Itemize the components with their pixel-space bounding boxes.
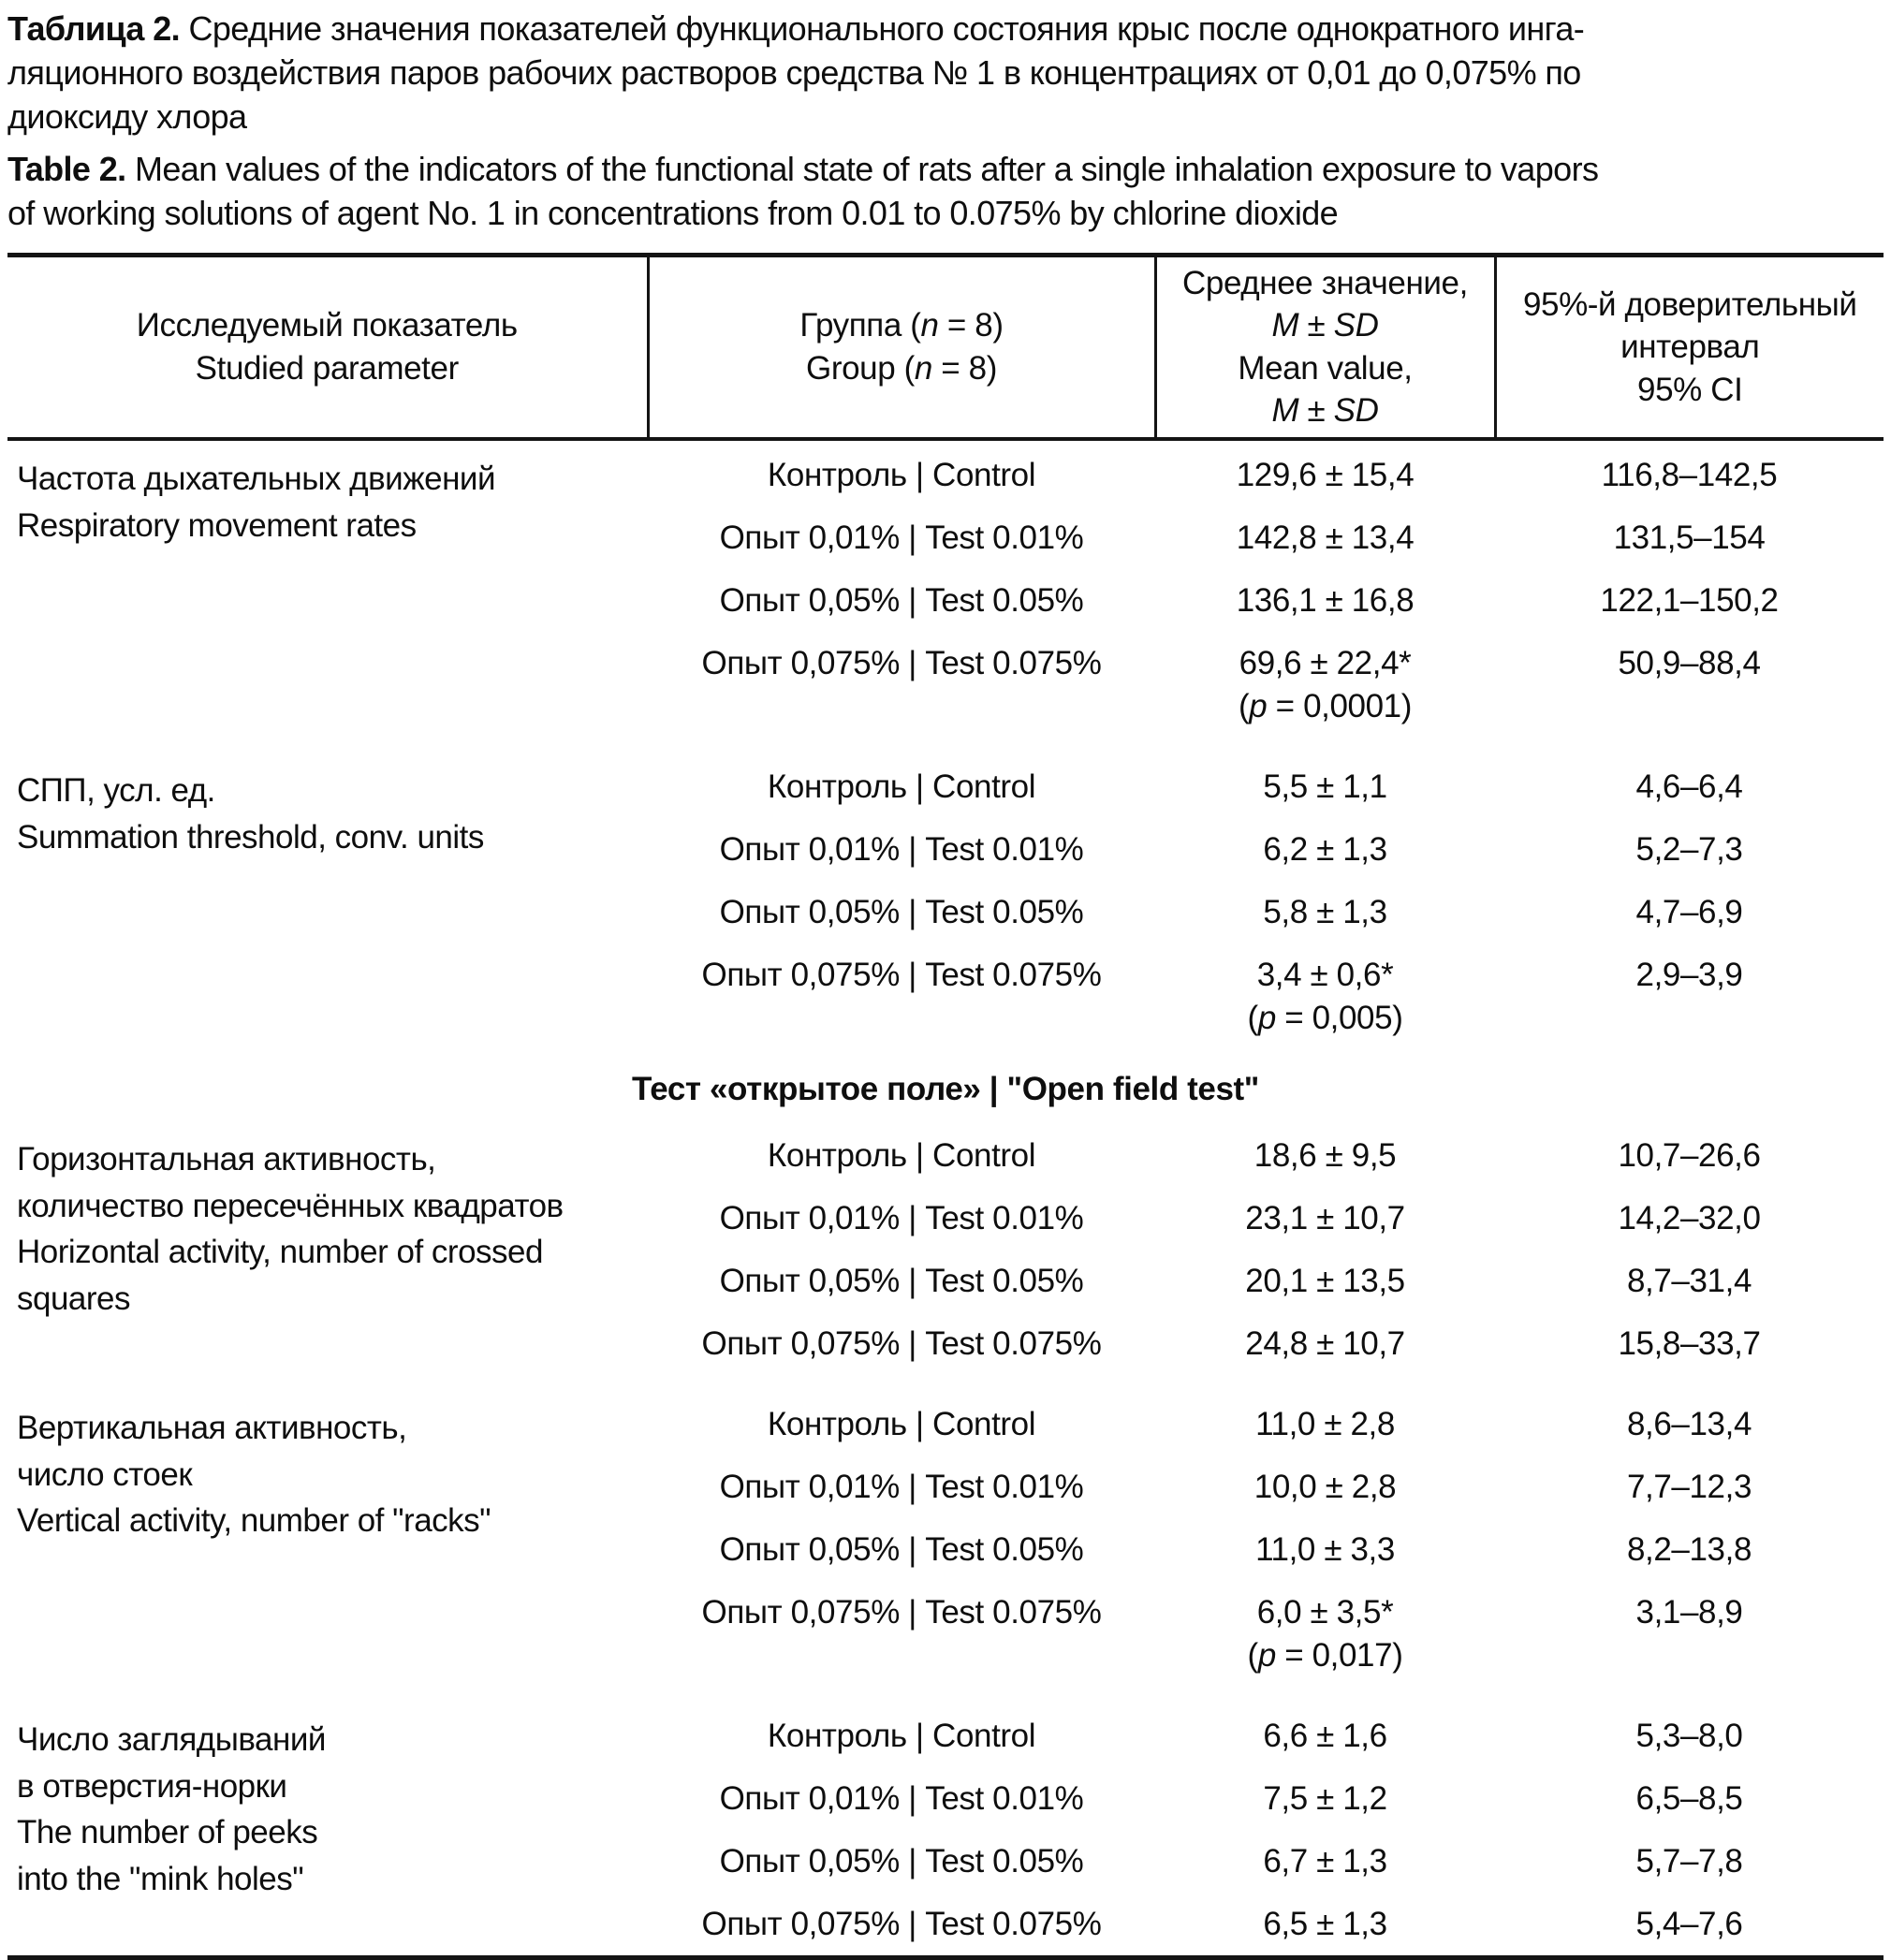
group-cell: Опыт 0,01% | Test 0.01% bbox=[719, 830, 1084, 868]
caption-ru-line-2: ляционного воздействия паров рабочих растворов средства № 1 в концентрациях от 0,01 до 0,075% по bbox=[7, 52, 1581, 92]
table-header-row bbox=[7, 255, 1884, 439]
ci-cell: 5,2–7,3 bbox=[1635, 830, 1743, 868]
param-line: Respiratory movement rates bbox=[17, 506, 417, 544]
ci-cell: 14,2–32,0 bbox=[1618, 1199, 1761, 1236]
results-table bbox=[7, 253, 1884, 1960]
section-header-row bbox=[7, 1049, 1884, 1124]
param-line: в отверстия-норки bbox=[17, 1767, 287, 1805]
group-cell: Опыт 0,075% | Test 0.075% bbox=[701, 956, 1102, 993]
ci-cell: 5,4–7,6 bbox=[1635, 1905, 1743, 1942]
mean-value: 69,6 ± 22,4* bbox=[1239, 644, 1412, 681]
header-group-ru bbox=[655, 304, 1149, 347]
group-cell: Контроль | Control bbox=[767, 768, 1036, 805]
header-group-ru-prefix: Группа ( bbox=[799, 307, 921, 344]
group-cell: Опыт 0,05% | Test 0.05% bbox=[719, 893, 1084, 930]
ci-cell: 122,1–150,2 bbox=[1600, 581, 1779, 619]
caption-en-line-2: of working solutions of agent No. 1 in concentrations from 0.01 to 0.075% by chlorine dioxide bbox=[7, 194, 1339, 233]
table-row bbox=[7, 1124, 1884, 1187]
p-symbol: p bbox=[1257, 1636, 1276, 1674]
ci-cell: 10,7–26,6 bbox=[1618, 1136, 1761, 1174]
param-line: Horizontal activity, number of crossed bbox=[17, 1234, 543, 1271]
param-line: СПП, усл. ед. bbox=[17, 771, 215, 809]
equals: = bbox=[1267, 687, 1304, 724]
ci-cell: 15,8–33,7 bbox=[1618, 1324, 1761, 1362]
group-cell: Контроль | Control bbox=[767, 1136, 1036, 1174]
ci-cell: 5,7–7,8 bbox=[1635, 1842, 1743, 1880]
table-row bbox=[7, 1375, 1884, 1455]
header-group-en-suffix: = 8) bbox=[931, 349, 997, 387]
param-line: Summation threshold, conv. units bbox=[17, 818, 484, 856]
mean-cell: 5,8 ± 1,3 bbox=[1263, 893, 1387, 930]
group-cell: Контроль | Control bbox=[767, 1717, 1036, 1754]
group-cell: Опыт 0,075% | Test 0.075% bbox=[701, 1324, 1102, 1362]
group-cell: Опыт 0,01% | Test 0.01% bbox=[719, 519, 1084, 556]
param-line: Число заглядываний bbox=[17, 1720, 326, 1758]
caption-ru-line-1 bbox=[7, 7, 1884, 51]
caption-en-label: Table 2. bbox=[7, 150, 126, 189]
mean-cell: 24,8 ± 10,7 bbox=[1245, 1324, 1405, 1362]
param-line: Горизонтальная активность, bbox=[17, 1140, 436, 1177]
header-ci-en: 95% CI bbox=[1637, 371, 1743, 408]
table-row bbox=[7, 439, 1884, 506]
group-cell: Опыт 0,05% | Test 0.05% bbox=[719, 581, 1084, 619]
header-studied-parameter bbox=[7, 255, 648, 439]
header-ci-ru-line-1: 95%-й доверительный bbox=[1522, 285, 1857, 323]
paren: ( bbox=[1247, 999, 1258, 1036]
group-cell: Опыт 0,075% | Test 0.075% bbox=[701, 644, 1102, 681]
param-cell-peeks bbox=[7, 1687, 648, 1958]
param-line: squares bbox=[17, 1280, 131, 1318]
p-symbol: p bbox=[1257, 999, 1276, 1036]
paren: ( bbox=[1247, 1636, 1258, 1674]
mean-cell: 6,5 ± 1,3 bbox=[1263, 1905, 1387, 1942]
table-header bbox=[7, 255, 1884, 439]
header-group-n-symbol: n bbox=[914, 349, 932, 387]
ci-cell: 8,7–31,4 bbox=[1626, 1262, 1752, 1299]
mean-cell: 6,7 ± 1,3 bbox=[1263, 1842, 1387, 1880]
caption-ru-text-1: Средние значения показателей функционального состояния крыс после однократного инга- bbox=[180, 9, 1585, 48]
group-cell: Опыт 0,075% | Test 0.075% bbox=[701, 1905, 1102, 1942]
param-cell-vertical-activity bbox=[7, 1375, 648, 1687]
table-caption-en bbox=[7, 148, 1884, 236]
mean-cell: 6,2 ± 1,3 bbox=[1263, 830, 1387, 868]
p-value: 0,005 bbox=[1312, 999, 1393, 1036]
param-cell-summation-threshold bbox=[7, 738, 648, 1049]
param-line: количество пересечённых квадратов bbox=[17, 1187, 564, 1224]
param-cell-respiratory bbox=[7, 439, 648, 738]
param-line: The number of peeks bbox=[17, 1814, 318, 1851]
header-studied-parameter-en: Studied parameter bbox=[195, 349, 459, 387]
header-studied-parameter-ru: Исследуемый показатель bbox=[136, 307, 518, 344]
param-line: Вертикальная активность, bbox=[17, 1409, 407, 1446]
p-value: 0,0001 bbox=[1303, 687, 1401, 724]
ci-cell: 4,6–6,4 bbox=[1635, 768, 1743, 805]
header-ci-ru-line-2: интервал bbox=[1620, 329, 1760, 366]
p-value-line bbox=[1159, 687, 1491, 726]
mean-cell: 7,5 ± 1,2 bbox=[1263, 1779, 1387, 1817]
mean-cell: 5,5 ± 1,1 bbox=[1263, 768, 1387, 805]
group-cell: Опыт 0,075% | Test 0.075% bbox=[701, 1593, 1102, 1631]
mean-cell: 11,0 ± 3,3 bbox=[1255, 1530, 1395, 1568]
ci-cell: 8,2–13,8 bbox=[1626, 1530, 1752, 1568]
table-row bbox=[7, 738, 1884, 818]
mean-cell bbox=[1155, 1581, 1495, 1687]
paren: ) bbox=[1392, 999, 1403, 1036]
ci-cell: 50,9–88,4 bbox=[1618, 644, 1761, 681]
header-group-ru-suffix: = 8) bbox=[938, 307, 1004, 344]
caption-ru-line-3: диоксиду хлора bbox=[7, 96, 247, 136]
caption-en-line-1 bbox=[7, 148, 1884, 192]
ci-cell: 8,6–13,4 bbox=[1626, 1405, 1752, 1442]
mean-value: 3,4 ± 0,6* bbox=[1256, 956, 1394, 993]
caption-en-text-1: Mean values of the indicators of the functional state of rats after a single inhalation exposure to vapors bbox=[125, 150, 1599, 189]
param-cell-horizontal-activity bbox=[7, 1124, 648, 1375]
group-cell: Контроль | Control bbox=[767, 456, 1036, 493]
mean-cell: 23,1 ± 10,7 bbox=[1245, 1199, 1405, 1236]
group-cell: Опыт 0,01% | Test 0.01% bbox=[719, 1199, 1084, 1236]
group-cell: Опыт 0,05% | Test 0.05% bbox=[719, 1530, 1084, 1568]
equals: = bbox=[1275, 999, 1312, 1036]
header-group bbox=[648, 255, 1155, 439]
group-cell: Опыт 0,05% | Test 0.05% bbox=[719, 1262, 1084, 1299]
header-group-en bbox=[655, 347, 1149, 390]
header-confidence-interval bbox=[1495, 255, 1884, 439]
header-mean-value-ru: Среднее значение, bbox=[1182, 264, 1468, 301]
mean-cell bbox=[1155, 943, 1495, 1049]
paren: ( bbox=[1239, 687, 1250, 724]
param-line: Vertical activity, number of "racks" bbox=[17, 1502, 491, 1540]
mean-cell: 6,6 ± 1,6 bbox=[1263, 1717, 1387, 1754]
section-header-open-field-test: Тест «открытое поле» | "Open field test" bbox=[632, 1070, 1259, 1107]
ci-cell: 3,1–8,9 bbox=[1635, 1593, 1743, 1631]
ci-cell: 2,9–3,9 bbox=[1635, 956, 1743, 993]
group-cell: Опыт 0,05% | Test 0.05% bbox=[719, 1842, 1084, 1880]
equals: = bbox=[1275, 1636, 1312, 1674]
paren: ) bbox=[1392, 1636, 1403, 1674]
mean-cell: 129,6 ± 15,4 bbox=[1236, 456, 1415, 493]
param-line: число стоек bbox=[17, 1455, 193, 1493]
caption-ru-label: Таблица 2. bbox=[7, 9, 181, 48]
header-msd-symbol: M ± SD bbox=[1271, 307, 1379, 344]
header-group-n-symbol: n bbox=[920, 307, 939, 344]
table-row bbox=[7, 1687, 1884, 1767]
group-cell: Опыт 0,01% | Test 0.01% bbox=[719, 1779, 1084, 1817]
paren: ) bbox=[1400, 687, 1412, 724]
header-mean-value-en: Mean value, bbox=[1238, 349, 1413, 387]
mean-cell: 18,6 ± 9,5 bbox=[1253, 1136, 1397, 1174]
mean-cell: 10,0 ± 2,8 bbox=[1253, 1468, 1397, 1505]
mean-cell: 20,1 ± 13,5 bbox=[1245, 1262, 1405, 1299]
param-line: Частота дыхательных движений bbox=[17, 460, 496, 497]
mean-cell bbox=[1155, 632, 1495, 738]
ci-cell: 6,5–8,5 bbox=[1635, 1779, 1743, 1817]
mean-value: 6,0 ± 3,5* bbox=[1256, 1593, 1394, 1631]
p-value-line bbox=[1159, 1636, 1491, 1675]
table-caption-ru bbox=[7, 7, 1884, 139]
p-value-line bbox=[1159, 999, 1491, 1038]
table-body bbox=[7, 439, 1884, 1958]
header-mean-value bbox=[1155, 255, 1495, 439]
header-msd-symbol: M ± SD bbox=[1271, 392, 1379, 430]
ci-cell: 4,7–6,9 bbox=[1635, 893, 1743, 930]
header-group-en-prefix: Group ( bbox=[806, 349, 915, 387]
mean-cell: 142,8 ± 13,4 bbox=[1236, 519, 1415, 556]
group-cell: Контроль | Control bbox=[767, 1405, 1036, 1442]
mean-cell: 11,0 ± 2,8 bbox=[1255, 1405, 1395, 1442]
p-value: 0,017 bbox=[1312, 1636, 1393, 1674]
ci-cell: 5,3–8,0 bbox=[1635, 1717, 1743, 1754]
ci-cell: 116,8–142,5 bbox=[1601, 456, 1778, 493]
param-line: into the "mink holes" bbox=[17, 1861, 304, 1898]
mean-cell: 136,1 ± 16,8 bbox=[1236, 581, 1415, 619]
group-cell: Опыт 0,01% | Test 0.01% bbox=[719, 1468, 1084, 1505]
ci-cell: 131,5–154 bbox=[1613, 519, 1766, 556]
ci-cell: 7,7–12,3 bbox=[1626, 1468, 1752, 1505]
p-symbol: p bbox=[1249, 687, 1268, 724]
